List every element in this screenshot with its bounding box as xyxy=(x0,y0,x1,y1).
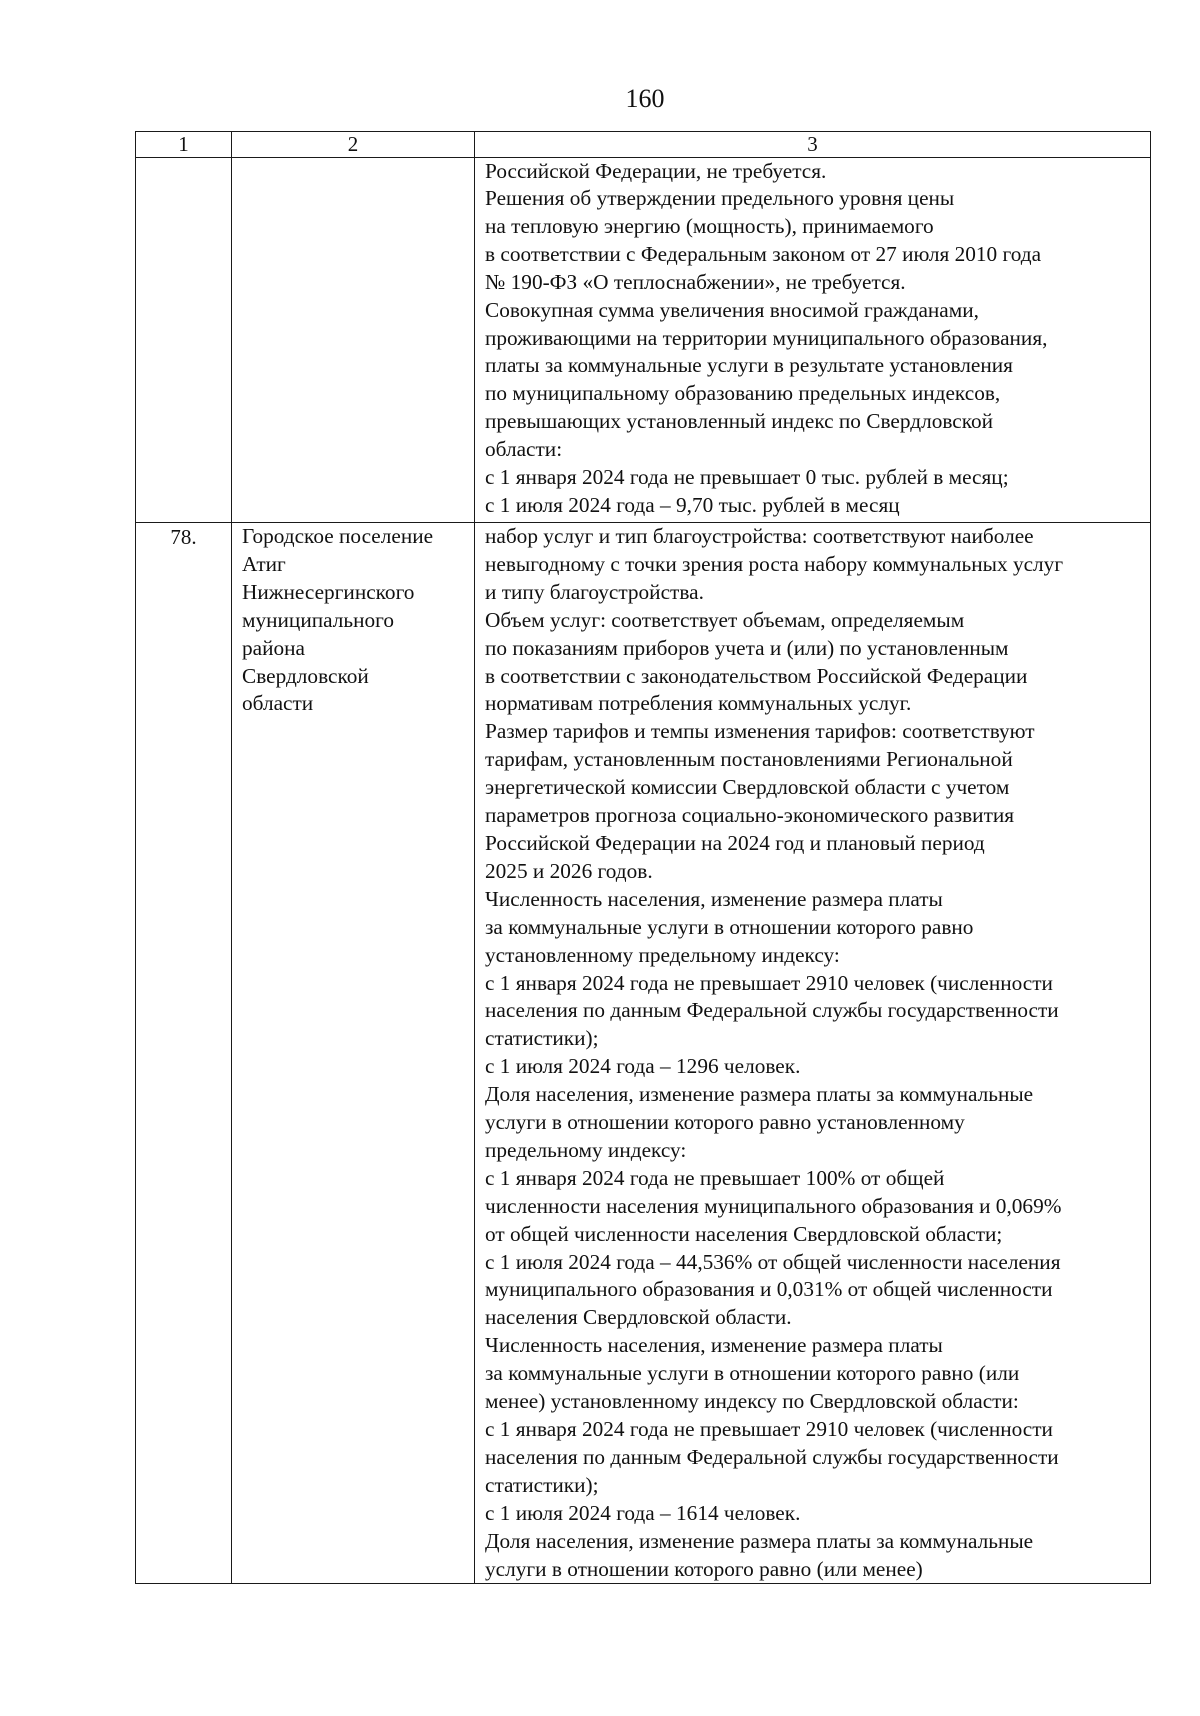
description-cell xyxy=(475,523,1151,1584)
text-line: параметров прогноза социально-экономического развития xyxy=(485,803,1015,828)
column-header-2: 2 xyxy=(232,132,475,158)
text-line: населения Свердловской области. xyxy=(485,1305,792,1330)
column-header-3: 3 xyxy=(475,132,1151,158)
text-line: Размер тарифов и темпы изменения тарифов: соответствуют xyxy=(485,719,1035,744)
text-line: населения по данным Федеральной службы государственности xyxy=(485,998,1059,1023)
table-row-78 xyxy=(136,523,1151,1584)
text-line: района xyxy=(242,635,305,660)
page-number: 160 xyxy=(625,84,665,113)
text-line: с 1 июля 2024 года – 9,70 тыс. рублей в месяц xyxy=(485,492,900,517)
text-line: муниципального образования и 0,031% от общей численности xyxy=(485,1277,1053,1302)
text-line: Свердловской xyxy=(242,663,369,688)
text-line: Доля населения, изменение размера платы за коммунальные xyxy=(485,1528,1034,1553)
text-line: набор услуг и тип благоустройства: соответствуют наиболее xyxy=(485,524,1034,548)
text-line: за коммунальные услуги в отношении которого равно (или xyxy=(485,1361,1020,1386)
text-line: 2025 и 2026 годов. xyxy=(485,858,653,883)
text-line: услуги в отношении которого равно установленному xyxy=(485,1110,965,1135)
text-line: Городское поселение xyxy=(242,524,434,548)
text-line: населения по данным Федеральной службы государственности xyxy=(485,1444,1059,1469)
text-line: с 1 июля 2024 года – 1296 человек. xyxy=(485,1054,801,1079)
text-line: области xyxy=(242,691,314,716)
text-line: Нижнесергинского xyxy=(242,579,415,604)
text-line: статистики); xyxy=(485,1472,599,1497)
text-line: Совокупная сумма увеличения вносимой гражданами, xyxy=(485,297,979,322)
municipality-name-cell xyxy=(232,158,475,523)
text-line: по показаниям приборов учета и (или) по установленным xyxy=(485,635,1009,660)
text-line: энергетической комиссии Свердловской области с учетом xyxy=(485,775,1010,800)
text-line: тарифам, установленным постановлениями Региональной xyxy=(485,747,1013,772)
description-lines xyxy=(485,523,1144,1583)
text-line: превышающих установленный индекс по Свердловской xyxy=(485,409,994,434)
text-line: предельному индексу: xyxy=(485,1137,687,1162)
text-line: Российской Федерации, не требуется. xyxy=(485,159,827,183)
text-line: области: xyxy=(485,437,563,462)
text-line: Решения об утверждении предельного уровня цены xyxy=(485,186,955,210)
text-line: с 1 января 2024 года не превышает 2910 человек (численности xyxy=(485,970,1053,995)
document-table xyxy=(135,131,1151,1584)
text-line: Численность населения, изменение размера платы xyxy=(485,1333,943,1358)
text-line: проживающими на территории муниципального образования, xyxy=(485,325,1048,350)
text-line: Атиг xyxy=(242,551,286,576)
text-line: нормативам потребления коммунальных услуг. xyxy=(485,691,912,716)
row-number-cell xyxy=(136,158,232,523)
text-line: на тепловую энергию (мощность), принимаемого xyxy=(485,213,934,238)
table-header-row xyxy=(136,132,1151,158)
text-line: Доля населения, изменение размера платы за коммунальные xyxy=(485,1082,1034,1107)
text-line: с 1 января 2024 года не превышает 0 тыс. рублей в месяц; xyxy=(485,465,1009,490)
text-line: за коммунальные услуги в отношении которого равно xyxy=(485,914,974,939)
text-line: численности населения муниципального образования и 0,069% xyxy=(485,1193,1062,1218)
text-line: установленному предельному индексу: xyxy=(485,942,840,967)
text-line: платы за коммунальные услуги в результате установления xyxy=(485,353,1013,378)
text-line: в соответствии с Федеральным законом от 27 июля 2010 года xyxy=(485,241,1042,266)
table-row-continuation xyxy=(136,158,1151,523)
column-header-1: 1 xyxy=(136,132,232,158)
text-line: и типу благоустройства. xyxy=(485,579,704,604)
description-cell xyxy=(475,158,1151,523)
text-line: с 1 января 2024 года не превышает 2910 человек (численности xyxy=(485,1417,1053,1441)
text-line: Объем услуг: соответствует объемам, определяемым xyxy=(485,607,965,632)
text-line: по муниципальному образованию предельных индексов, xyxy=(485,381,1001,406)
text-line: невыгодному с точки зрения роста набору коммунальных услуг xyxy=(485,551,1064,576)
text-line: в соответствии с законодательством Российской Федерации xyxy=(485,663,1028,688)
text-line: с 1 июля 2024 года – 1614 человек. xyxy=(485,1500,801,1525)
text-line: № 190-ФЗ «О теплоснабжении», не требуется. xyxy=(485,269,906,294)
text-line: с 1 января 2024 года не превышает 100% от общей xyxy=(485,1165,945,1190)
text-line: менее) установленному индексу по Свердловской области: xyxy=(485,1389,1019,1414)
text-line: услуги в отношении которого равно (или менее) xyxy=(485,1556,923,1581)
municipality-name-cell xyxy=(232,523,475,1584)
text-line: Численность населения, изменение размера платы xyxy=(485,886,943,911)
name-lines xyxy=(242,523,466,718)
row-number-cell: 78. xyxy=(136,523,232,1584)
text-line: статистики); xyxy=(485,1026,599,1051)
description-lines xyxy=(485,158,1144,520)
text-line: от общей численности населения Свердловской области; xyxy=(485,1221,1003,1246)
text-line: муниципального xyxy=(242,607,394,632)
text-line: Российской Федерации на 2024 год и плановый период xyxy=(485,830,985,855)
text-line: с 1 июля 2024 года – 44,536% от общей численности населения xyxy=(485,1249,1061,1274)
